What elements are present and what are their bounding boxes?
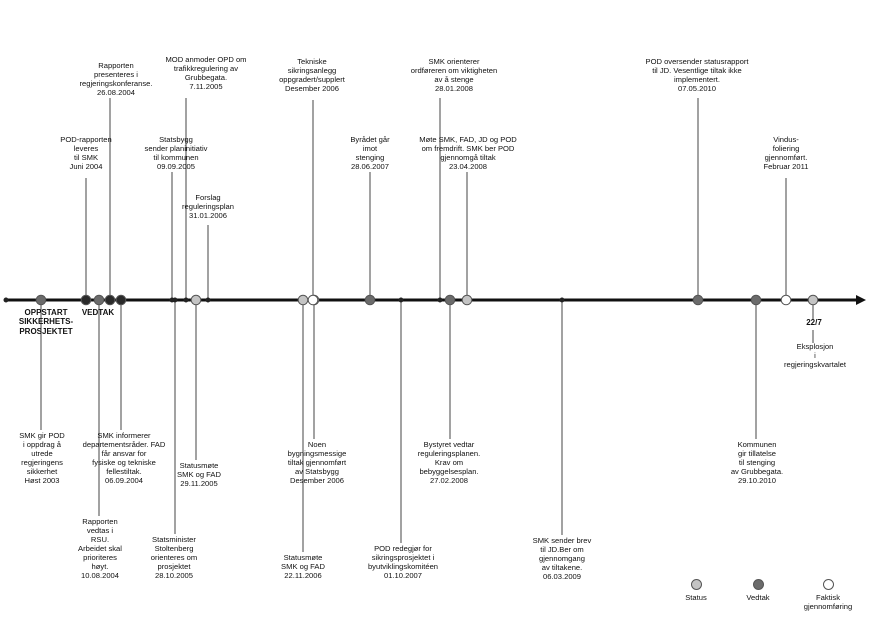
- event-label-rapport-presenteres: Rapporten presenteres i regjeringskonferanse. 26.08.2004: [79, 61, 153, 97]
- legend-faktisk-label: Faktisk gjennomføring: [803, 593, 853, 611]
- marker-oppstart: [36, 295, 46, 305]
- event-label-bystyret-vedtar: Bystyret vedtar reguleringsplanen. Krav om bebyggelsesplan. 27.02.2008: [417, 440, 481, 485]
- marker-byradet-gar-imot: [365, 295, 375, 305]
- marker-smk-informerer: [116, 295, 126, 305]
- marker-mote-smk-fad: [462, 295, 472, 305]
- event-label-tekniske-sikringsanlegg: Tekniske sikringsanlegg oppgradert/supplert Desember 2006: [279, 57, 345, 93]
- legend-status-label: Status: [685, 593, 707, 602]
- marker-pod-statusrapport: [693, 295, 703, 305]
- event-label-smk-orienterer: SMK orienterer ordføreren om viktigheten av å stenge 28.01.2008: [410, 57, 498, 93]
- phase-label-date-end: 22/7: [806, 318, 822, 327]
- marker-statusmote-2006: [298, 295, 308, 305]
- event-label-smk-sender-brev: SMK sender brev til JD.Ber om gjennomgang av tiltakene. 06.03.2009: [532, 536, 592, 581]
- marker-vindusfoliering: [781, 295, 791, 305]
- event-label-statusmote-2005: Statusmøte SMK og FAD 29.11.2005: [177, 461, 221, 488]
- event-label-pod-statusrapport: POD oversender statusrapport til JD. Vesentlige tiltak ikke implementert. 07.05.2010: [645, 57, 749, 93]
- event-label-noen-bygningsmessige: Noen bygningsmessige tiltak gjennomført av Statsbygg Desember 2006: [287, 440, 347, 485]
- legend-vedtak-dot: [753, 579, 764, 590]
- marker-rapport-presenteres: [105, 295, 115, 305]
- marker-tekniske-sikringsanlegg: [308, 295, 318, 305]
- marker-statusmote-2005: [191, 295, 201, 305]
- event-label-kommunen-gir-tillatelse: Kommunen gir tillatelse til stenging av Grubbegata. 29.10.2010: [730, 440, 784, 485]
- event-label-rapporten-vedtas: Rapporten vedtas i RSU. Arbeidet skal prioriteres høyt. 10.08.2004: [78, 517, 122, 580]
- marker-bystyret-vedtar: [445, 295, 455, 305]
- phase-label-oppstart: OPPSTART SIKKERHETS- PROSJEKTET: [18, 308, 74, 336]
- phase-label-explosion: Eksplosjon i regjeringskvartalet: [783, 342, 847, 369]
- event-label-forslag-reguleringsplan: Forslag reguleringsplan 31.01.2006: [182, 193, 234, 220]
- event-label-pod-rapporten-leveres: POD-rapporten leveres til SMK Juni 2004: [60, 135, 112, 171]
- marker-rapporten-vedtas: [94, 295, 104, 305]
- phase-label-vedtak: VEDTAK: [81, 308, 115, 317]
- marker-pod-redegjor: [399, 298, 403, 302]
- marker-statsminister: [173, 298, 177, 302]
- event-label-mote-smk-fad: Møte SMK, FAD, JD og POD om fremdrift. SMK ber POD gjennomgå tiltak 23.04.2008: [419, 135, 517, 171]
- event-label-statsminister: Statsminister Stoltenberg orienteres om prosjektet 28.10.2005: [150, 535, 198, 580]
- legend-faktisk: [793, 579, 863, 611]
- marker-start: [4, 298, 8, 302]
- event-label-pod-redegjor: POD redegjør for sikringsprosjektet i byutviklingskomitéen 01.10.2007: [367, 544, 439, 580]
- event-label-smk-informerer: SMK informerer departementsråder. FAD får ansvar for fysiske og tekniske fellestiltak. 06.09.2004: [82, 431, 166, 485]
- legend-status: [676, 579, 716, 603]
- marker-forslag-reguleringsplan: [206, 298, 210, 302]
- event-label-byradet-gar-imot: Byrådet går imot stenging 28.06.2007: [350, 135, 390, 171]
- marker-smk-orienterer: [438, 298, 442, 302]
- marker-pod-rapporten-leveres: [81, 295, 91, 305]
- marker-22-7: [808, 295, 818, 305]
- legend-vedtak: [738, 579, 778, 603]
- event-label-mod-anmoder: MOD anmoder OPD om trafikkregulering av Grubbegata. 7.11.2005: [165, 55, 247, 91]
- marker-kommunen-gir-tillatelse: [751, 295, 761, 305]
- legend-vedtak-label: Vedtak: [746, 593, 770, 602]
- event-label-smk-gir-pod-oppdrag: SMK gir POD i oppdrag å utrede regjeringens sikkerhet Høst 2003: [19, 431, 65, 485]
- event-label-vindusfoliering: Vindus- foliering gjennomført. Februar 2011: [763, 135, 809, 171]
- legend-faktisk-dot: [823, 579, 834, 590]
- marker-smk-sender-brev: [560, 298, 564, 302]
- legend-status-dot: [691, 579, 702, 590]
- event-label-statusmote-2006: Statusmøte SMK og FAD 22.11.2006: [281, 553, 325, 580]
- timeline-arrowhead: [856, 295, 866, 305]
- marker-mod-anmoder: [184, 298, 188, 302]
- event-label-statsbygg-planinitiativ: Statsbygg sender planinitiativ til kommunen 09.09.2005: [144, 135, 208, 171]
